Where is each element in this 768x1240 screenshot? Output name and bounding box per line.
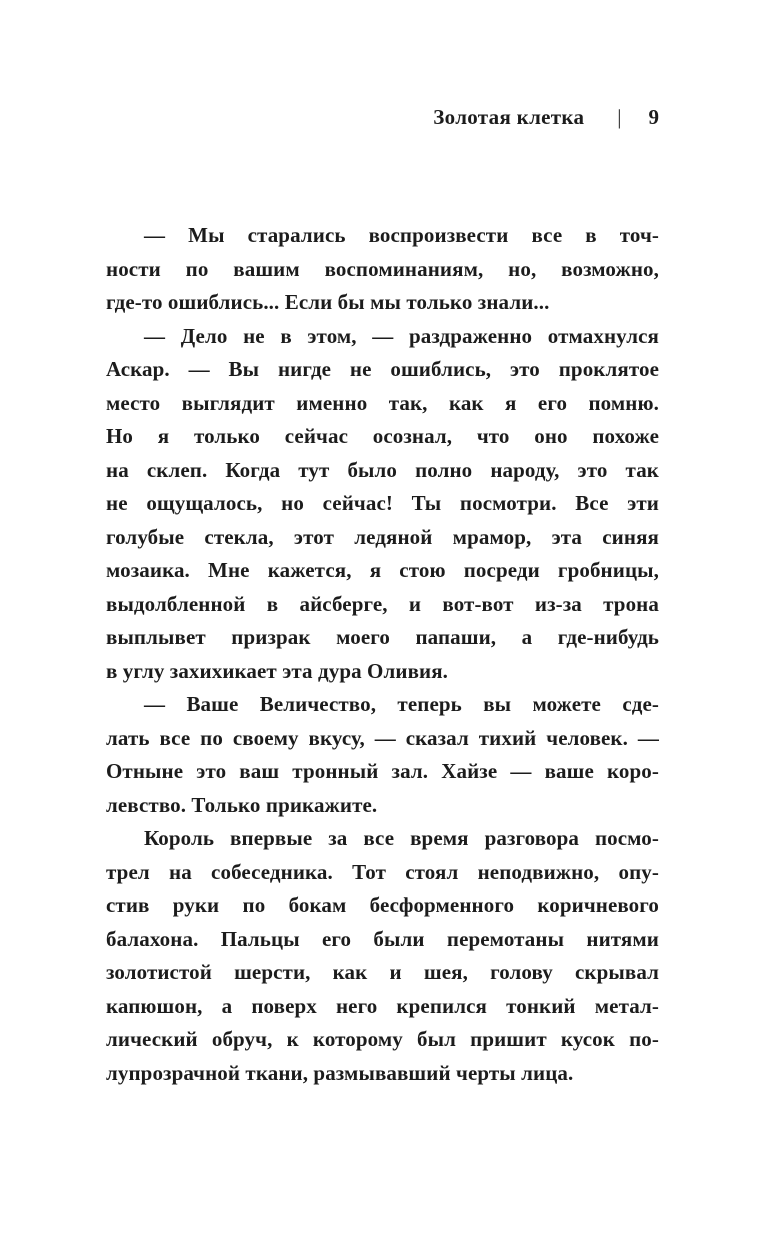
running-header [106,103,659,131]
text-line: — Мы старались воспроизвести все в точ- [144,223,659,247]
text-line: лупрозрачной ткани, размывавший черты лица. [106,1060,574,1085]
text-line: Аскар. — Вы нигде не ошиблись, это проклятое [106,357,659,381]
text-line: лать все по своему вкусу, — сказал тихий человек. — [106,725,659,750]
text-line: на склеп. Когда тут было полно народу, это так [106,457,659,482]
text-line: голубые стекла, этот ледяной мрамор, эта синяя [106,524,659,549]
text-line: выплывет призрак моего папаши, а где-нибудь [106,625,659,649]
text-line: лический обруч, к которому был пришит кусок по- [106,1027,659,1051]
text-line: где-то ошиблись... Если бы мы только знали... [106,290,550,314]
text-line: — Дело не в этом, — раздраженно отмахнулся [144,323,659,348]
text-line: не ощущалось, но сейчас! Ты посмотри. Все эти [106,491,659,515]
header-divider: | [617,105,622,129]
text-line: капюшон, а поверх него крепился тонкий метал- [106,993,659,1018]
text-line: Король впервые за все время разговора посмо- [144,826,659,850]
text-line: балахона. Пальцы его были перемотаны нитями [106,926,659,951]
text-line: Но я только сейчас осознал, что оно похоже [106,424,659,448]
text-line: выдолбленной в айсберге, и вот-вот из-за трона [106,591,659,616]
paragraph [106,688,659,822]
text-block [106,219,659,1090]
paragraph [106,320,659,689]
text-line: ности по вашим воспоминаниям, но, возможно, [106,256,659,281]
text-line: в углу захихикает эта дура Оливия. [106,658,449,683]
text-line: мозаика. Мне кажется, я стою посреди гробницы, [106,558,659,582]
text-line: левство. Только прикажите. [106,792,378,817]
text-line: стив руки по бокам бесформенного коричневого [106,893,659,917]
page-number: 9 [648,105,659,129]
paragraph [106,822,659,1090]
paragraph [106,219,659,320]
text-line: трел на собеседника. Тот стоял неподвижно, опу- [106,859,659,884]
text-line: место выглядит именно так, как я его помню. [106,390,659,415]
text-line: золотистой шерсти, как и шея, голову скрывал [106,960,659,984]
book-title: Золотая клетка [433,105,585,129]
text-line: — Ваше Величество, теперь вы можете сде- [144,692,659,716]
text-line: Отныне это ваш тронный зал. Хайзе — ваше коро- [106,759,659,783]
